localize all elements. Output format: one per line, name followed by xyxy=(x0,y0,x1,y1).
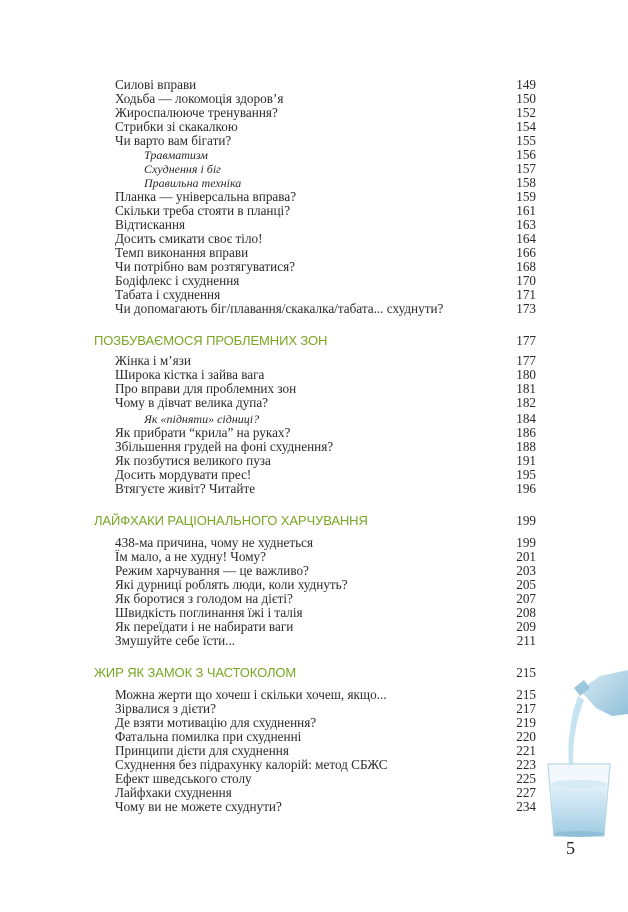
toc-title: Як «підняти» сідниці? xyxy=(144,412,260,426)
toc-page-number: 196 xyxy=(516,481,536,496)
toc-title: Силові вправи xyxy=(115,77,197,92)
toc-title: Правильна техніка xyxy=(144,176,242,190)
toc-page-number: 177 xyxy=(516,353,536,368)
toc-title: Як прибрати “крила” на руках? xyxy=(115,425,291,440)
toc-title: Як боротися з голодом на дієті? xyxy=(115,591,293,606)
toc-page-number: 209 xyxy=(516,619,536,634)
toc-page-number: 173 xyxy=(516,301,536,316)
toc-page-number: 219 xyxy=(516,715,536,730)
toc-title: Широка кістка і зайва вага xyxy=(115,367,265,382)
toc-page-number: 205 xyxy=(516,577,536,592)
toc-title: Табата і схуднення xyxy=(115,287,221,302)
toc-entry xyxy=(115,246,536,260)
toc-entry xyxy=(115,288,536,302)
toc-title: ЛАЙФХАКИ РАЦІОНАЛЬНОГО ХАРЧУВАННЯ xyxy=(94,513,368,528)
toc-title: Які дурниці роблять люди, коли худнуть? xyxy=(115,577,348,592)
toc-page-number: 156 xyxy=(516,147,536,162)
toc-title: Чи варто вам бігати? xyxy=(115,133,232,148)
toc-entry xyxy=(115,426,536,440)
toc-entry xyxy=(115,232,536,246)
toc-title: Можна жерти що хочеш і скільки хочеш, якщо... xyxy=(115,687,387,702)
toc-title: Ефект шведського столу xyxy=(115,771,252,786)
toc-title: Де взяти мотивацію для схуднення? xyxy=(115,715,317,730)
toc-page-number: 157 xyxy=(516,161,536,176)
toc-title: Змушуйте себе їсти... xyxy=(115,633,236,648)
toc-page-number: 223 xyxy=(516,757,536,772)
toc-page-number: 177 xyxy=(516,333,536,348)
toc-title: Їм мало, а не худну! Чому? xyxy=(115,549,266,564)
toc-subentry xyxy=(144,176,536,190)
toc-entry xyxy=(115,468,536,482)
toc-entry xyxy=(115,218,536,232)
toc-page-number: 203 xyxy=(516,563,536,578)
toc-title: Як переїдати і не набирати ваги xyxy=(115,619,294,634)
toc-page-number: 149 xyxy=(516,77,536,92)
toc-entry xyxy=(115,302,536,316)
toc-title: Швидкість поглинання їжі і талія xyxy=(115,605,303,620)
toc-page-number: 211 xyxy=(516,633,536,648)
toc-page-number: 184 xyxy=(516,411,536,426)
toc-title: Втягуєте живіт? Читайте xyxy=(115,481,256,496)
toc-page-number: 171 xyxy=(516,287,536,302)
toc-page-number: 234 xyxy=(516,799,536,814)
toc-entry xyxy=(115,744,536,758)
toc-entry xyxy=(115,634,536,648)
toc-page-number: 181 xyxy=(516,381,536,396)
toc-entry xyxy=(115,800,536,814)
toc-entry xyxy=(115,382,536,396)
toc-title: Схуднення без підрахунку калорій: метод СБЖС xyxy=(115,757,388,772)
toc-entry xyxy=(115,536,536,550)
toc-title: Фатальна помилка при схудненні xyxy=(115,729,302,744)
toc-title: Лайфхаки схуднення xyxy=(115,785,232,800)
toc-title: Досить смикати своє тіло! xyxy=(115,231,263,246)
toc-entry xyxy=(115,772,536,786)
toc-page-number: 191 xyxy=(516,453,536,468)
toc-title: Чи допомагають біг/плавання/скакалка/табата... схуднути? xyxy=(115,301,444,316)
toc-page-number: 220 xyxy=(516,729,536,744)
toc-entry xyxy=(115,730,536,744)
toc-page-number: 225 xyxy=(516,771,536,786)
bottle-icon xyxy=(580,670,628,716)
toc-title: Ходьба — локомоція здоров’я xyxy=(115,91,284,106)
toc-entry xyxy=(115,78,536,92)
toc-entry xyxy=(115,550,536,564)
toc-page-number: 154 xyxy=(516,119,536,134)
toc-title: Бодіфлекс і схуднення xyxy=(115,273,240,288)
toc-entry xyxy=(115,120,536,134)
water-glass-illustration xyxy=(540,668,628,840)
toc-page-number: 201 xyxy=(516,549,536,564)
toc-page-number: 215 xyxy=(516,665,536,680)
toc-title: Схуднення і біг xyxy=(144,162,221,176)
toc-page-number: 180 xyxy=(516,367,536,382)
toc-entry xyxy=(115,204,536,218)
toc-entry xyxy=(115,786,536,800)
toc-title: Чому в дівчат велика дупа? xyxy=(115,395,269,410)
toc-page-number: 170 xyxy=(516,273,536,288)
toc-page-number: 227 xyxy=(516,785,536,800)
toc-entry xyxy=(115,758,536,772)
toc-entry xyxy=(115,592,536,606)
toc-entry xyxy=(115,354,536,368)
toc-page-number: 188 xyxy=(516,439,536,454)
toc-entry xyxy=(115,578,536,592)
toc-page-number: 164 xyxy=(516,231,536,246)
toc-entry xyxy=(115,134,536,148)
toc-entry xyxy=(115,274,536,288)
water-stream-icon xyxy=(568,696,584,772)
toc-section-heading xyxy=(94,666,536,680)
toc-page-number: 161 xyxy=(516,203,536,218)
toc-page-number: 163 xyxy=(516,217,536,232)
toc-title: Зірвалися з дієти? xyxy=(115,701,216,716)
toc-title: Скільки треба стояти в планці? xyxy=(115,203,291,218)
toc-title: Як позбутися великого пуза xyxy=(115,453,271,468)
toc-page-number: 168 xyxy=(516,259,536,274)
toc-entry xyxy=(115,688,536,702)
toc-section-heading xyxy=(94,514,536,528)
toc-title: Жироспалююче тренування? xyxy=(115,105,278,120)
toc-page-number: 166 xyxy=(516,245,536,260)
toc-page-number: 152 xyxy=(516,105,536,120)
toc-page-number: 195 xyxy=(516,467,536,482)
toc-subentry xyxy=(144,412,536,426)
toc-page-number: 199 xyxy=(516,513,536,528)
toc-entry xyxy=(115,620,536,634)
toc-page-number: 186 xyxy=(516,425,536,440)
toc-title: ЖИР ЯК ЗАМОК З ЧАСТОКОЛОМ xyxy=(94,665,297,680)
toc-title: Стрибки зі скакалкою xyxy=(115,119,238,134)
toc-page-number: 182 xyxy=(516,395,536,410)
toc-title: Планка — універсальна вправа? xyxy=(115,189,297,204)
toc-title: Жінка і м’язи xyxy=(115,353,191,368)
toc-title: Чому ви не можете схуднути? xyxy=(115,799,282,814)
toc-page-number: 221 xyxy=(516,743,536,758)
toc-title: Режим харчування — це важливо? xyxy=(115,563,309,578)
page-number: 5 xyxy=(566,838,575,858)
toc-page-number: 207 xyxy=(516,591,536,606)
toc-title: Травматизм xyxy=(144,148,208,162)
toc-entry xyxy=(115,564,536,578)
toc-title: Чи потрібно вам розтягуватися? xyxy=(115,259,296,274)
toc-page-number: 208 xyxy=(516,605,536,620)
toc-entry xyxy=(115,190,536,204)
toc-title: Принципи дієти для схуднення xyxy=(115,743,289,758)
toc-page-number: 155 xyxy=(516,133,536,148)
toc-entry xyxy=(115,716,536,730)
toc-title: Досить мордувати прес! xyxy=(115,467,252,482)
toc-title: ПОЗБУВАЄМОСЯ ПРОБЛЕМНИХ ЗОН xyxy=(94,333,328,348)
toc-title: Про вправи для проблемних зон xyxy=(115,381,297,396)
toc-entry xyxy=(115,482,536,496)
toc-entry xyxy=(115,454,536,468)
toc-page-number: 215 xyxy=(516,687,536,702)
toc-entry xyxy=(115,92,536,106)
toc-page-number: 159 xyxy=(516,189,536,204)
toc-page-number: 150 xyxy=(516,91,536,106)
toc-entry xyxy=(115,396,536,410)
toc-page-number: 158 xyxy=(516,175,536,190)
toc-subentry xyxy=(144,162,536,176)
toc-entry xyxy=(115,702,536,716)
toc-title: Темп виконання вправи xyxy=(115,245,249,260)
toc-title: Збільшення грудей на фоні схуднення? xyxy=(115,439,334,454)
toc-entry xyxy=(115,368,536,382)
toc-page-number: 217 xyxy=(516,701,536,716)
toc-page-number: 199 xyxy=(516,535,536,550)
toc-section-heading xyxy=(94,334,536,348)
toc-entry xyxy=(115,106,536,120)
toc-entry xyxy=(115,260,536,274)
toc-title: Відтискання xyxy=(115,217,186,232)
toc-entry xyxy=(115,440,536,454)
toc-entry xyxy=(115,606,536,620)
toc-subentry xyxy=(144,148,536,162)
toc-title: 438-ма причина, чому не худнеться xyxy=(115,535,314,550)
